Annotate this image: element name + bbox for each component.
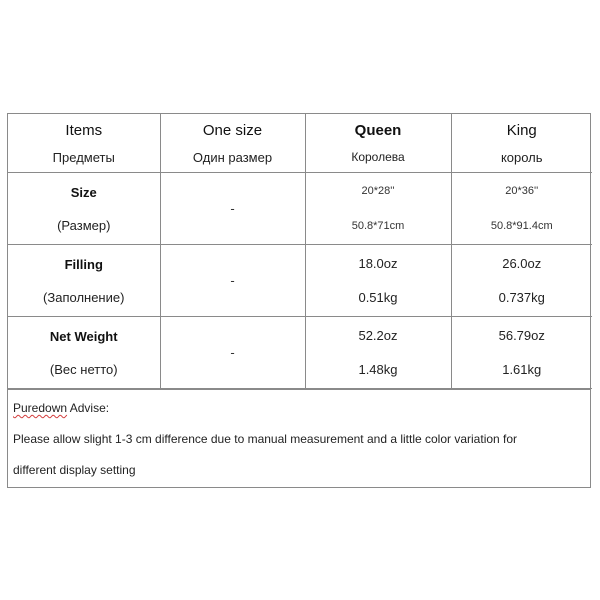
- table-header-row: [8, 114, 592, 173]
- queen-value-imperial: 20*28'': [361, 184, 395, 197]
- one-size-value: -: [230, 273, 235, 288]
- header-queen-en: Queen: [354, 122, 402, 139]
- header-one-size-ru: Один размер: [192, 149, 273, 165]
- advise-heading: [13, 402, 590, 414]
- queen-value-metric: 0.51kg: [358, 290, 398, 305]
- size-spec-sheet: [7, 113, 591, 488]
- queen-value-imperial: 18.0oz: [358, 256, 398, 271]
- advise-line-2: different display setting: [13, 463, 136, 477]
- queen-value-imperial: 52.2oz: [358, 328, 398, 343]
- table-row-size: [8, 173, 592, 245]
- queen-cell: [305, 317, 451, 389]
- row-label-ru: (Размер): [57, 217, 111, 233]
- queen-value-metric: 50.8*71cm: [351, 219, 405, 232]
- king-value-imperial: 20*36'': [505, 184, 539, 197]
- header-king-ru: король: [500, 149, 543, 165]
- row-label-ru: (Заполнение): [43, 289, 125, 305]
- header-one-size-en: One size: [202, 121, 263, 139]
- header-items-en: Items: [65, 121, 103, 139]
- table-row-net-weight: [8, 317, 592, 389]
- row-label-cell: [8, 317, 160, 389]
- king-cell: [451, 317, 592, 389]
- header-queen-ru: Королева: [351, 150, 405, 164]
- row-label-en: Filling: [64, 256, 103, 272]
- row-label-cell: [8, 245, 160, 317]
- brand-name: Puredown: [13, 401, 68, 415]
- king-value-metric: 1.61kg: [502, 362, 542, 377]
- king-value-imperial: 56.79oz: [498, 328, 545, 343]
- header-cell-items: [8, 114, 160, 173]
- king-value-metric: 0.737kg: [498, 290, 545, 305]
- one-size-value: -: [230, 201, 235, 216]
- row-label-en: Net Weight: [49, 328, 118, 344]
- queen-cell: [305, 173, 451, 245]
- table-row-filling: [8, 245, 592, 317]
- row-label-ru: (Вес нетто): [49, 361, 118, 377]
- header-cell-queen: [305, 114, 451, 173]
- advise-label: Advise:: [67, 401, 110, 415]
- queen-value-metric: 1.48kg: [358, 362, 398, 377]
- row-label-cell: [8, 173, 160, 245]
- queen-cell: [305, 245, 451, 317]
- header-cell-one-size: [160, 114, 305, 173]
- row-label-en: Size: [70, 184, 97, 200]
- one-size-value: -: [230, 345, 235, 360]
- advise-line-1: Please allow slight 1-3 cm difference due to manual measurement and a little color variation for: [13, 432, 518, 446]
- header-king-en: King: [506, 121, 537, 139]
- header-cell-king: [451, 114, 592, 173]
- one-size-cell: [160, 317, 305, 389]
- one-size-cell: [160, 173, 305, 245]
- one-size-cell: [160, 245, 305, 317]
- spec-table: [8, 114, 592, 389]
- king-cell: [451, 173, 592, 245]
- king-value-imperial: 26.0oz: [502, 256, 542, 271]
- king-value-metric: 50.8*91.4cm: [490, 219, 553, 232]
- header-items-ru: Предметы: [52, 149, 115, 165]
- advise-notes: [8, 389, 590, 495]
- king-cell: [451, 245, 592, 317]
